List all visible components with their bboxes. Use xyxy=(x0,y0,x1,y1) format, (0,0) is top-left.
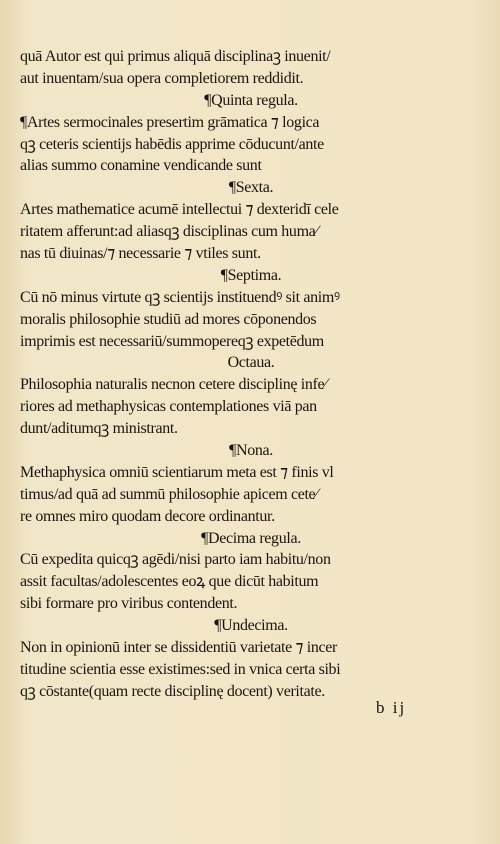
rule-heading-undecima: ¶Undecima. xyxy=(214,617,288,635)
text-line: aut inuentam/sua opera completiorem reddidit. xyxy=(20,69,304,87)
rule-heading-octaua: Octaua. xyxy=(227,354,275,372)
text-line: Philosophia naturalis necnon cetere disciplinę infe⁄ xyxy=(20,376,327,394)
text-line: Cū nō minus virtute qꝫ scientijs instituendꝰ sit animꝰ xyxy=(20,288,340,306)
rule-heading-sexta: ¶Sexta. xyxy=(228,179,274,197)
text-line: dunt/aditumqꝫ ministrant. xyxy=(20,420,178,438)
text-line: qꝫ cōstante(quam recte disciplinę docent) veritate. xyxy=(20,682,325,700)
text-line: titudine scientia esse existimes:sed in vnica certa sibi xyxy=(20,660,341,678)
text-line: moralis philosophie studiū ad mores cōponendos xyxy=(20,310,317,328)
text-line: nas tū diuinas/⁊ necessarie ⁊ vtiles sunt. xyxy=(20,245,261,263)
text-line: riores ad methaphysicas contemplationes viā pan xyxy=(20,398,317,416)
text-line: alias summo conamine vendicande sunt xyxy=(20,157,262,175)
text-line: Non in opinionū inter se dissidentiū varietate ⁊ incer xyxy=(20,639,337,657)
text-line: ¶Artes sermocinales presertim grāmatica ⁊ logica xyxy=(20,113,320,131)
rule-heading-septima: ¶Septima. xyxy=(220,266,282,284)
text-line: quā Autor est qui primus aliquā disciplinaꝫ inuenit/ xyxy=(20,48,331,65)
text-line: qꝫ ceteris scientijs habēdis apprime cōducunt/ante xyxy=(20,135,324,153)
page-text xyxy=(20,46,482,703)
text-line: sibi formare pro viribus contendent. xyxy=(20,595,238,613)
text-line: ritatem afferunt:ad aliasqꝫ disciplinas cum huma⁄ xyxy=(20,223,318,241)
text-line: Cū expedita quicqꝫ agēdi/nisi parto iam habitu/non xyxy=(20,551,331,569)
rule-heading-decima: ¶Decima regula. xyxy=(201,529,301,547)
text-line: re omnes miro quodam decore ordinantur. xyxy=(20,507,275,525)
rule-heading-quinta: ¶Quinta regula. xyxy=(204,91,298,109)
text-line: imprimis est necessariū/summopereqꝫ expetēdum xyxy=(20,332,324,350)
text-line: Artes mathematice acumē intellectui ⁊ dexteridī cele xyxy=(20,201,339,219)
text-line: Methaphysica omniū scientiarum meta est ⁊ finis vl xyxy=(20,463,334,481)
text-line: assit facultas/adolescentes eoꝝ que dicūt habitum xyxy=(20,573,319,591)
text-line: timus/ad quā ad summū philosophie apicem cete⁄ xyxy=(20,485,318,503)
rule-heading-nona: ¶Nona. xyxy=(229,442,273,460)
signature-mark: b ij xyxy=(376,698,407,717)
